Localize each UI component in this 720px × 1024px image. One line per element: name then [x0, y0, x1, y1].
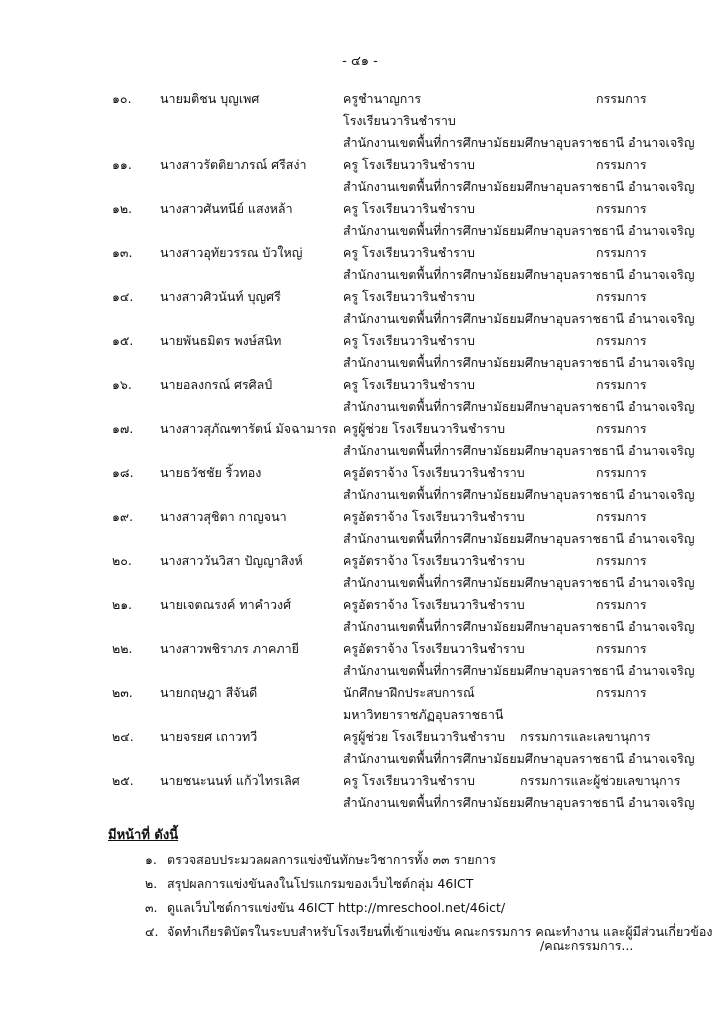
member-position: ครูชำนาญการ — [343, 91, 422, 106]
duty-number: ๓. — [145, 900, 158, 915]
duties-heading: มีหน้าที่ ดังนี้ — [108, 828, 179, 843]
member-role: กรรมการ — [596, 641, 647, 656]
member-number: ๒๔. — [112, 729, 134, 744]
member-name: นางสาวศันทนีย์ แสงหล้า — [160, 201, 293, 216]
committee-member — [0, 418, 720, 462]
member-number: ๑๙. — [112, 509, 134, 524]
duty-number: ๑. — [145, 852, 157, 867]
member-position: ครู โรงเรียนวารินชำราบ — [343, 773, 475, 788]
member-name: นายกฤษฎา สีจันดี — [160, 685, 258, 700]
member-organization: สำนักงานเขตพื้นที่การศึกษามัธยมศึกษาอุบลราชธานี อำนาจเจริญ — [343, 663, 695, 678]
committee-member — [0, 462, 720, 506]
member-role: กรรมการและผู้ช่วยเลขานุการ — [520, 773, 681, 788]
member-position: ครู โรงเรียนวารินชำราบ — [343, 377, 475, 392]
member-organization: สำนักงานเขตพื้นที่การศึกษามัธยมศึกษาอุบลราชธานี อำนาจเจริญ — [343, 267, 695, 282]
member-organization: สำนักงานเขตพื้นที่การศึกษามัธยมศึกษาอุบลราชธานี อำนาจเจริญ — [343, 399, 695, 414]
member-number: ๑๗. — [112, 421, 134, 436]
member-organization: สำนักงานเขตพื้นที่การศึกษามัธยมศึกษาอุบลราชธานี อำนาจเจริญ — [343, 355, 695, 370]
member-number: ๑๖. — [112, 377, 132, 392]
member-role: กรรมการ — [596, 333, 647, 348]
committee-member — [0, 286, 720, 330]
member-position: ครู โรงเรียนวารินชำราบ — [343, 201, 475, 216]
committee-member — [0, 638, 720, 682]
committee-member — [0, 374, 720, 418]
member-number: ๒๓. — [112, 685, 133, 700]
member-organization: มหาวิทยาราชภัฏอุบลราชธานี — [343, 707, 504, 722]
member-name: นางสาวรัตติยาภรณ์ ศรีสง่า — [160, 157, 307, 172]
member-position: ครูอัตราจ้าง โรงเรียนวารินชำราบ — [343, 641, 525, 656]
committee-member — [0, 594, 720, 638]
member-number: ๒๑. — [112, 597, 133, 612]
member-name: นางสาวอุทัยวรรณ บัวใหญ่ — [160, 245, 303, 260]
member-name: นางสาวพชิราภร ภาคภายี — [160, 641, 299, 656]
duty-text: ดูแลเว็บไซต์การแข่งขัน 46ICT http://mreschool.net/46ict/ — [167, 900, 506, 915]
member-name: นายพันธมิตร พงษ์สนิท — [160, 333, 282, 348]
member-number: ๑๑. — [112, 157, 132, 172]
member-role: กรรมการ — [596, 201, 647, 216]
duty-text: จัดทำเกียรติบัตรในระบบสำหรับโรงเรียนที่เข้าแข่งขัน คณะกรรมการ คณะทำงาน และผู้มีส่วนเกี่ยวข้อง — [167, 924, 713, 939]
member-position: ครู โรงเรียนวารินชำราบ — [343, 289, 475, 304]
member-name: นายเจตณรงค์ ทาคำวงศ์ — [160, 597, 292, 612]
member-number: ๒๕. — [112, 773, 134, 788]
member-name: นายมติชน บุญเพศ — [160, 91, 260, 106]
member-role: กรรมการ — [596, 157, 647, 172]
member-position: นักศึกษาฝึกประสบการณ์ — [343, 685, 475, 700]
member-number: ๑๒. — [112, 201, 133, 216]
member-name: นางสาววันวิสา ปัญญาสิงห์ — [160, 553, 303, 568]
member-role: กรรมการ — [596, 377, 647, 392]
member-name: นางสาวสุชิตา กาญจนา — [160, 509, 287, 524]
duty-text: ตรวจสอบประมวลผลการแข่งขันทักษะวิชาการทั้ง ๓๓ รายการ — [167, 852, 496, 867]
member-number: ๑๔. — [112, 289, 134, 304]
member-organization: สำนักงานเขตพื้นที่การศึกษามัธยมศึกษาอุบลราชธานี อำนาจเจริญ — [343, 311, 695, 326]
committee-member — [0, 330, 720, 374]
duty-number: ๒. — [145, 876, 158, 891]
member-organization: โรงเรียนวารินชำราบ — [343, 113, 456, 128]
member-role: กรรมการ — [596, 597, 647, 612]
member-position: ครูอัตราจ้าง โรงเรียนวารินชำราบ — [343, 465, 525, 480]
member-role: กรรมการ — [596, 685, 647, 700]
member-number: ๒๒. — [112, 641, 133, 656]
committee-member — [0, 198, 720, 242]
page-number: - ๔๑ - — [342, 54, 378, 69]
member-name: นางสาวสุภัณฑารัตน์ มัจฉามารถ — [160, 421, 337, 436]
member-role: กรรมการ — [596, 553, 647, 568]
duty-item — [0, 873, 720, 897]
member-name: นายจรยศ เถาวทวี — [160, 729, 258, 744]
member-role: กรรมการ — [596, 91, 647, 106]
page-continuation: /คณะกรรมการ... — [540, 938, 634, 953]
member-role: กรรมการ — [596, 465, 647, 480]
duties-list — [0, 849, 720, 945]
committee-member — [0, 726, 720, 770]
member-position: ครูอัตราจ้าง โรงเรียนวารินชำราบ — [343, 553, 525, 568]
member-organization: สำนักงานเขตพื้นที่การศึกษามัธยมศึกษาอุบลราชธานี อำนาจเจริญ — [343, 443, 695, 458]
member-number: ๒๐. — [112, 553, 132, 568]
member-organization: สำนักงานเขตพื้นที่การศึกษามัธยมศึกษาอุบลราชธานี อำนาจเจริญ — [343, 575, 695, 590]
duty-item — [0, 849, 720, 873]
member-position: ครูอัตราจ้าง โรงเรียนวารินชำราบ — [343, 509, 525, 524]
committee-member — [0, 154, 720, 198]
member-name: นายธวัชชัย ริ้วทอง — [160, 465, 262, 480]
member-name: นายอลงกรณ์ ศรศิลป์ — [160, 377, 273, 392]
member-organization: สำนักงานเขตพื้นที่การศึกษามัธยมศึกษาอุบลราชธานี อำนาจเจริญ — [343, 795, 695, 810]
member-number: ๑๐. — [112, 91, 132, 106]
member-position: ครู โรงเรียนวารินชำราบ — [343, 245, 475, 260]
member-role: กรรมการ — [596, 245, 647, 260]
member-position: ครูอัตราจ้าง โรงเรียนวารินชำราบ — [343, 597, 525, 612]
member-organization: สำนักงานเขตพื้นที่การศึกษามัธยมศึกษาอุบลราชธานี อำนาจเจริญ — [343, 223, 695, 238]
member-organization: สำนักงานเขตพื้นที่การศึกษามัธยมศึกษาอุบลราชธานี อำนาจเจริญ — [343, 135, 695, 150]
committee-member-list — [0, 88, 720, 814]
member-position: ครูผู้ช่วย โรงเรียนวารินชำราบ — [343, 421, 506, 436]
committee-member — [0, 550, 720, 594]
member-organization: สำนักงานเขตพื้นที่การศึกษามัธยมศึกษาอุบลราชธานี อำนาจเจริญ — [343, 487, 695, 502]
member-organization: สำนักงานเขตพื้นที่การศึกษามัธยมศึกษาอุบลราชธานี อำนาจเจริญ — [343, 619, 695, 634]
member-number: ๑๕. — [112, 333, 134, 348]
member-organization: สำนักงานเขตพื้นที่การศึกษามัธยมศึกษาอุบลราชธานี อำนาจเจริญ — [343, 751, 695, 766]
committee-member — [0, 88, 720, 154]
member-organization: สำนักงานเขตพื้นที่การศึกษามัธยมศึกษาอุบลราชธานี อำนาจเจริญ — [343, 179, 695, 194]
committee-member — [0, 770, 720, 814]
duty-number: ๔. — [145, 924, 159, 939]
member-organization: สำนักงานเขตพื้นที่การศึกษามัธยมศึกษาอุบลราชธานี อำนาจเจริญ — [343, 531, 695, 546]
member-role: กรรมการ — [596, 421, 647, 436]
committee-member — [0, 682, 720, 726]
committee-member — [0, 506, 720, 550]
member-number: ๑๘. — [112, 465, 134, 480]
member-position: ครู โรงเรียนวารินชำราบ — [343, 157, 475, 172]
duty-item — [0, 897, 720, 921]
duty-text: สรุปผลการแข่งขันลงในโปรแกรมของเว็บไซต์กลุ่ม 46ICT — [167, 876, 474, 891]
member-number: ๑๓. — [112, 245, 133, 260]
committee-member — [0, 242, 720, 286]
member-role: กรรมการ — [596, 289, 647, 304]
member-name: นางสาวศิวนันท์ บุญศรี — [160, 289, 281, 304]
member-role: กรรมการ — [596, 509, 647, 524]
member-name: นายชนะนนท์ แก้วไทรเลิศ — [160, 773, 300, 788]
member-position: ครูผู้ช่วย โรงเรียนวารินชำราบ — [343, 729, 506, 744]
member-position: ครู โรงเรียนวารินชำราบ — [343, 333, 475, 348]
member-role: กรรมการและเลขานุการ — [520, 729, 651, 744]
